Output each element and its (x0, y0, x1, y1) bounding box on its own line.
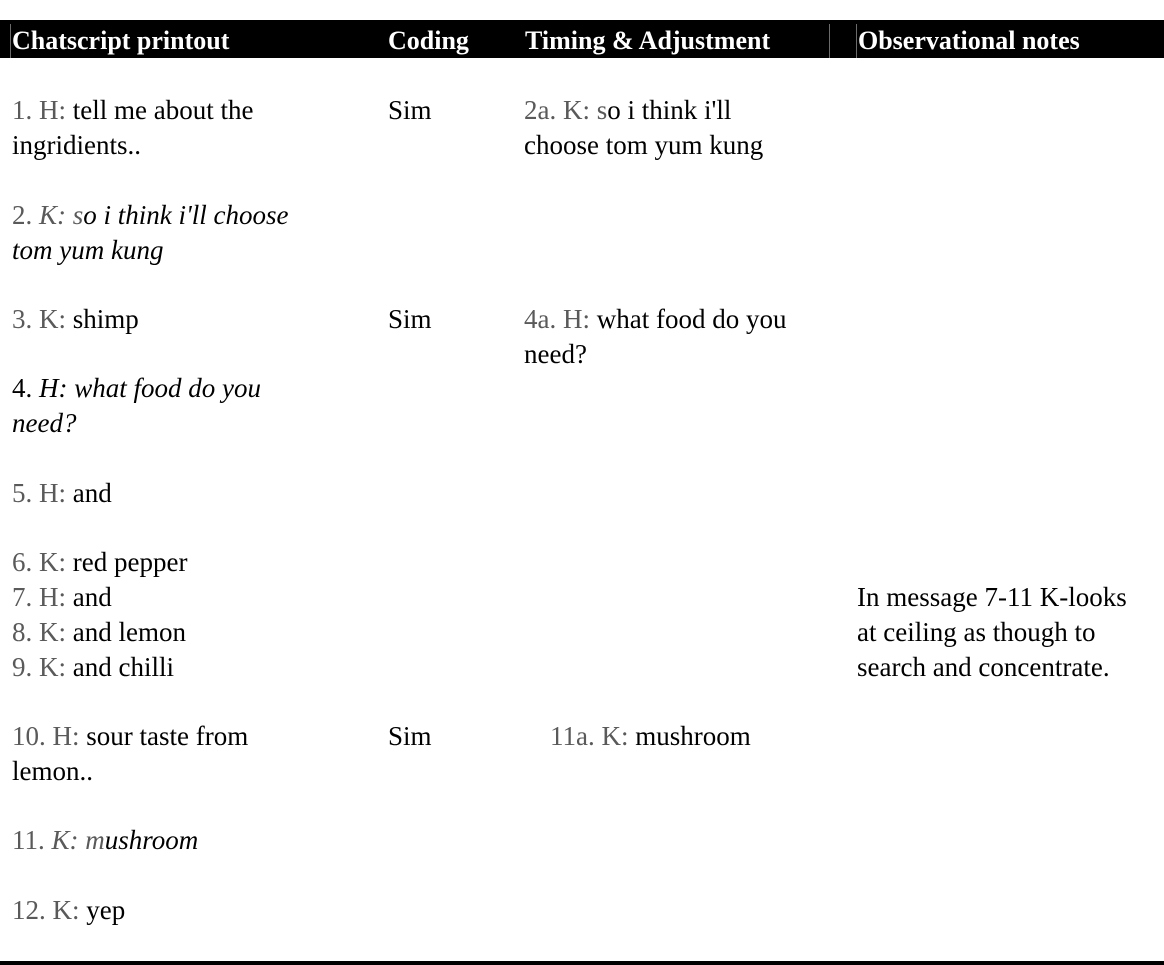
message-text: mushroom (628, 721, 751, 751)
message-3 (12, 302, 139, 337)
speaker: H: (39, 95, 66, 125)
message-number: 12. (12, 895, 53, 925)
note-text: at ceiling as though to (857, 617, 1096, 647)
message-5 (12, 476, 112, 511)
speaker: H: (39, 582, 66, 612)
message-12 (12, 893, 125, 928)
speaker: H: (52, 721, 80, 751)
coding-value: Sim (388, 95, 432, 125)
speaker: K: (39, 617, 66, 647)
message-text: choose tom yum kung (524, 130, 764, 160)
message-text: o i think i'll (607, 95, 732, 125)
message-text: ingridients.. (12, 130, 141, 160)
message-4 (12, 371, 261, 441)
speaker: K: (52, 895, 80, 925)
message-2 (12, 198, 289, 268)
header-timing-adjustment: Timing & Adjustment (525, 26, 771, 55)
message-text: and chilli (66, 652, 174, 682)
message-10 (12, 719, 248, 789)
speaker: K: (39, 652, 66, 682)
message-number: 8. (12, 617, 39, 647)
message-number: 4. (12, 373, 39, 403)
table-header (0, 20, 1164, 58)
message-number: 5. (12, 478, 39, 508)
observational-note (857, 580, 1127, 685)
speaker: K: (39, 304, 66, 334)
timing-entry-2a (524, 93, 763, 163)
column-divider (856, 24, 857, 58)
speaker: K: (39, 547, 66, 577)
coding-value: Sim (388, 304, 432, 334)
header-chatscript-printout: Chatscript printout (12, 26, 230, 55)
message-text-first: s (66, 200, 84, 230)
message-8 (12, 615, 186, 650)
column-divider (829, 24, 830, 58)
message-text: shimp (66, 304, 139, 334)
note-text: search and concentrate. (857, 652, 1110, 682)
header-observational-notes: Observational notes (858, 26, 1080, 55)
speaker: K: (51, 825, 79, 855)
message-number: 10. (12, 721, 53, 751)
message-text: and lemon (66, 617, 186, 647)
message-text: lemon.. (12, 756, 93, 786)
message-text: need? (524, 339, 587, 369)
message-text: and (66, 582, 112, 612)
column-divider (10, 24, 11, 58)
message-text: sour taste from (79, 721, 249, 751)
message-number: 9. (12, 652, 39, 682)
message-text-first: m (78, 825, 105, 855)
message-number: 4a. (524, 304, 563, 334)
header-coding: Coding (388, 26, 469, 55)
timing-entry-11a (550, 719, 751, 754)
message-text: what food do you (589, 304, 787, 334)
message-text: tom yum kung (12, 235, 164, 265)
speaker: K: (601, 721, 629, 751)
speaker: H: (39, 478, 66, 508)
message-number: 11a. (550, 721, 602, 751)
speaker: K: (39, 200, 66, 230)
message-11 (12, 823, 198, 858)
message-number: 2a. (524, 95, 563, 125)
speaker: H: (39, 373, 68, 403)
message-text: tell me about the (66, 95, 254, 125)
message-text: o i think i'll choose (83, 200, 289, 230)
timing-entry-4a (524, 302, 786, 372)
message-number: 1. (12, 95, 39, 125)
message-number: 2. (12, 200, 39, 230)
message-number: 11. (12, 825, 52, 855)
coding-value: Sim (388, 721, 432, 751)
speaker: K: (562, 95, 590, 125)
message-number: 7. (12, 582, 39, 612)
message-1 (12, 93, 253, 163)
table-bottom-rule (0, 961, 1164, 965)
message-7 (12, 580, 112, 615)
message-text: ushroom (104, 825, 199, 855)
message-6 (12, 545, 187, 580)
note-text: In message 7-11 K-looks (857, 582, 1127, 612)
message-text-first: s (589, 95, 608, 125)
message-text: yep (79, 895, 126, 925)
message-text: need? (12, 408, 77, 438)
message-text: red pepper (66, 547, 188, 577)
speaker: H: (562, 304, 590, 334)
message-number: 6. (12, 547, 39, 577)
message-text: what food do you (67, 373, 261, 403)
message-number: 3. (12, 304, 39, 334)
message-text: and (66, 478, 112, 508)
message-9 (12, 650, 174, 685)
